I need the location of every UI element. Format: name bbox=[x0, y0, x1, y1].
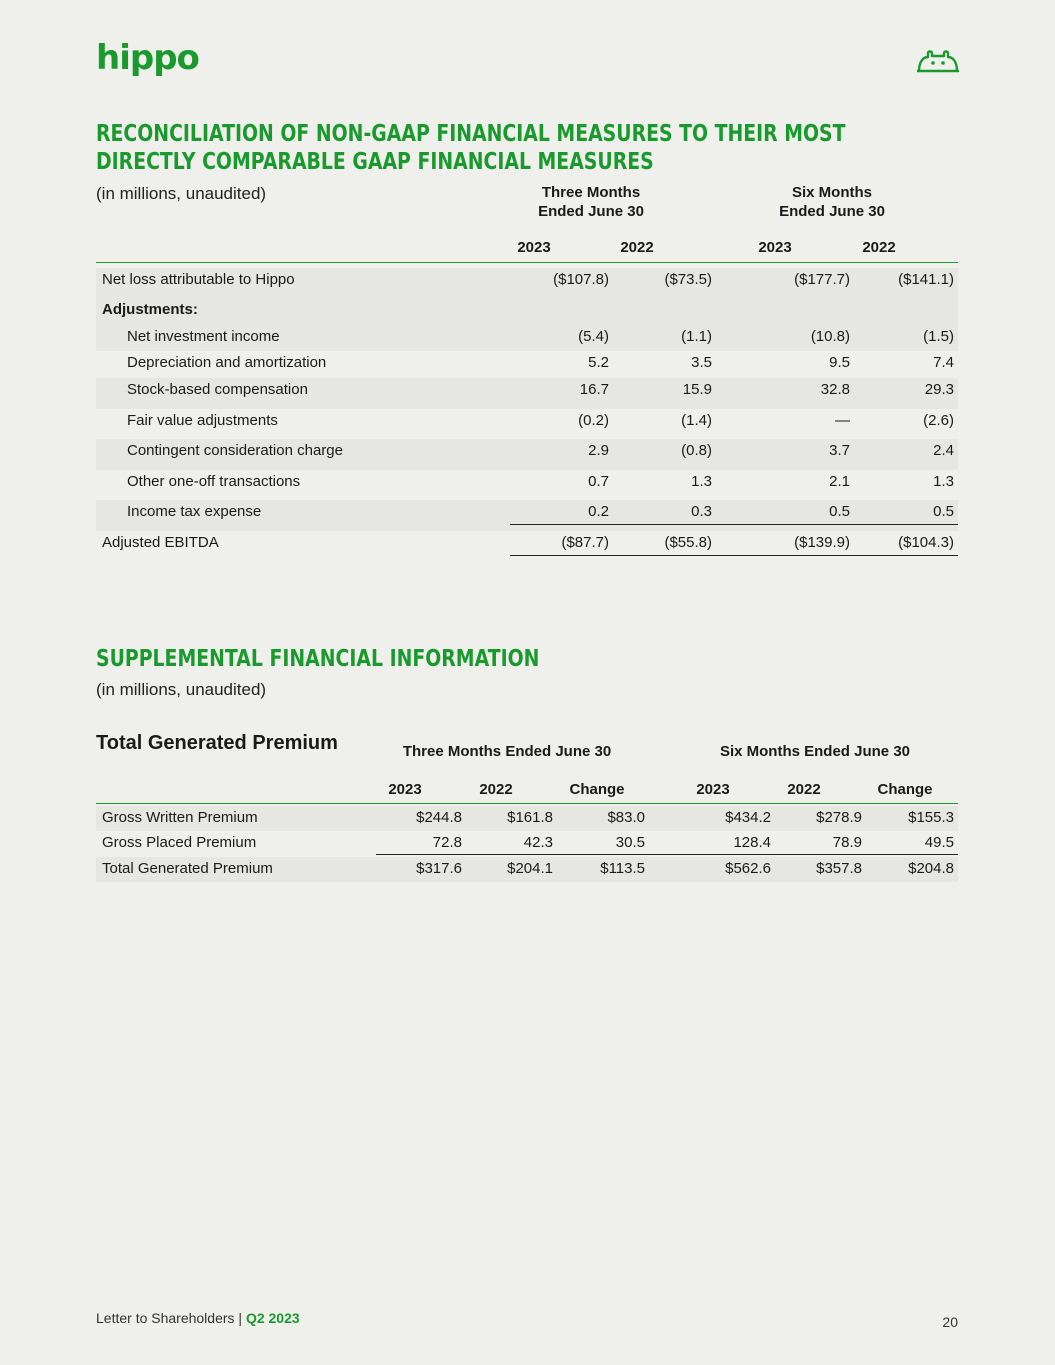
row-label: Contingent consideration charge bbox=[127, 442, 343, 459]
row-value: 128.4 bbox=[733, 834, 771, 851]
table-row bbox=[96, 500, 958, 531]
supp-column-header: Change bbox=[569, 781, 625, 798]
row-label: Fair value adjustments bbox=[127, 412, 278, 429]
supp-total-rule bbox=[376, 854, 958, 855]
table-row bbox=[96, 831, 958, 856]
row-value: $204.1 bbox=[507, 860, 553, 877]
row-value: 42.3 bbox=[523, 834, 553, 851]
row-value: $278.9 bbox=[816, 809, 862, 826]
section-title: SUPPLEMENTAL FINANCIAL INFORMATION bbox=[96, 646, 540, 672]
table-row bbox=[96, 439, 958, 470]
row-value: (5.4) bbox=[578, 328, 609, 345]
footer-quarter: Q2 2023 bbox=[245, 1310, 300, 1326]
total-rule bbox=[510, 524, 958, 525]
row-value: (1.4) bbox=[681, 412, 712, 429]
row-value: 15.9 bbox=[682, 381, 712, 398]
row-value: 2.4 bbox=[933, 442, 954, 459]
row-value: 2.1 bbox=[829, 473, 850, 490]
row-label: Total Generated Premium bbox=[102, 860, 273, 877]
supp-column-header: 2023 bbox=[696, 781, 730, 798]
row-value: $357.8 bbox=[816, 860, 862, 877]
row-value: 32.8 bbox=[820, 381, 850, 398]
row-value: ($177.7) bbox=[794, 271, 850, 288]
footer-text: Letter to Shareholders bbox=[96, 1310, 235, 1326]
row-value: $317.6 bbox=[416, 860, 462, 877]
page-number: 20 bbox=[942, 1314, 958, 1330]
supp-column-header: 2022 bbox=[479, 781, 513, 798]
row-value: 7.4 bbox=[933, 354, 954, 371]
row-value: ($55.8) bbox=[664, 534, 712, 551]
row-value: $161.8 bbox=[507, 809, 553, 826]
footer-separator: | bbox=[238, 1310, 243, 1326]
supp-column-header: 2023 bbox=[388, 781, 422, 798]
table-row bbox=[96, 409, 958, 439]
table-row bbox=[96, 378, 958, 409]
row-value: (2.6) bbox=[923, 412, 954, 429]
row-value: ($87.7) bbox=[561, 534, 609, 551]
footer bbox=[96, 1310, 300, 1326]
row-value: $83.0 bbox=[607, 809, 645, 826]
row-value: ($73.5) bbox=[664, 271, 712, 288]
recon-group-six-months: Six Months Ended June 30 bbox=[779, 184, 885, 220]
hippo-logo: hippo bbox=[96, 38, 199, 78]
table-row bbox=[96, 857, 958, 882]
row-label: Adjusted EBITDA bbox=[102, 534, 219, 551]
row-value: 9.5 bbox=[829, 354, 850, 371]
row-label: Other one-off transactions bbox=[127, 473, 301, 490]
table-row bbox=[96, 268, 958, 298]
row-label: Adjustments: bbox=[102, 301, 198, 318]
row-value: 30.5 bbox=[615, 834, 645, 851]
row-value: $113.5 bbox=[600, 860, 645, 877]
row-value: 3.7 bbox=[829, 442, 850, 459]
row-value: (10.8) bbox=[810, 328, 850, 345]
row-label: Net investment income bbox=[127, 328, 280, 345]
row-value: $244.8 bbox=[416, 809, 462, 826]
row-label: Stock-based compensation bbox=[127, 381, 308, 398]
row-value: 49.5 bbox=[924, 834, 954, 851]
row-value: 0.5 bbox=[829, 503, 850, 520]
supp-group-six-months: Six Months Ended June 30 bbox=[719, 743, 911, 760]
row-value: ($141.1) bbox=[898, 271, 954, 288]
recon-year: 2023 bbox=[517, 239, 551, 256]
recon-year: 2022 bbox=[620, 239, 654, 256]
row-value: $434.2 bbox=[725, 809, 771, 826]
row-value: 1.3 bbox=[933, 473, 954, 490]
row-value: 0.5 bbox=[933, 503, 954, 520]
row-value: (1.1) bbox=[681, 328, 712, 345]
row-value: 1.3 bbox=[691, 473, 712, 490]
row-value: 72.8 bbox=[432, 834, 462, 851]
table-row bbox=[96, 531, 958, 557]
row-value: 78.9 bbox=[832, 834, 862, 851]
table-row bbox=[96, 325, 958, 351]
row-label: Gross Placed Premium bbox=[102, 834, 257, 851]
supp-column-header: 2022 bbox=[787, 781, 821, 798]
row-value: — bbox=[835, 412, 850, 429]
row-value: (0.2) bbox=[578, 412, 609, 429]
table-row bbox=[96, 470, 958, 500]
row-value: 5.2 bbox=[588, 354, 609, 371]
row-value: (0.8) bbox=[681, 442, 712, 459]
row-label: Net loss attributable to Hippo bbox=[102, 271, 295, 288]
row-label: Income tax expense bbox=[127, 503, 262, 520]
row-value: ($104.3) bbox=[898, 534, 954, 551]
row-value: 29.3 bbox=[924, 381, 954, 398]
row-value: 0.2 bbox=[588, 503, 609, 520]
supp-column-header: Change bbox=[877, 781, 933, 798]
page-title: RECONCILIATION OF NON-GAAP FINANCIAL MEASURES TO THEIR MOST DIRECTLY COMPARABLE GAAP FINANCIAL MEASURES bbox=[96, 121, 846, 175]
header-rule bbox=[96, 262, 958, 263]
table-row bbox=[96, 351, 958, 378]
row-value: ($139.9) bbox=[794, 534, 850, 551]
recon-subtitle: (in millions, unaudited) bbox=[96, 184, 267, 203]
supp-header-rule bbox=[96, 803, 958, 804]
table-row bbox=[96, 806, 958, 831]
row-label: Depreciation and amortization bbox=[127, 354, 327, 371]
row-value: 0.3 bbox=[691, 503, 712, 520]
row-value: ($107.8) bbox=[553, 271, 609, 288]
recon-year: 2022 bbox=[862, 239, 896, 256]
row-value: (1.5) bbox=[923, 328, 954, 345]
row-value: $562.6 bbox=[725, 860, 771, 877]
supp-subtitle: (in millions, unaudited) bbox=[96, 680, 267, 699]
total-rule-bottom bbox=[510, 555, 958, 556]
row-value: $155.3 bbox=[908, 809, 954, 826]
row-value: 3.5 bbox=[691, 354, 712, 371]
table-row bbox=[96, 298, 958, 325]
row-value: 16.7 bbox=[579, 381, 609, 398]
table-title: Total Generated Premium bbox=[96, 732, 338, 754]
recon-year: 2023 bbox=[758, 239, 792, 256]
row-value: 2.9 bbox=[588, 442, 609, 459]
row-value: $204.8 bbox=[908, 860, 954, 877]
row-value: 0.7 bbox=[588, 473, 609, 490]
supp-group-three-months: Three Months Ended June 30 bbox=[402, 743, 612, 760]
hippo-face-icon bbox=[916, 48, 960, 74]
recon-group-three-months: Three Months Ended June 30 bbox=[538, 184, 644, 220]
row-label: Gross Written Premium bbox=[102, 809, 258, 826]
